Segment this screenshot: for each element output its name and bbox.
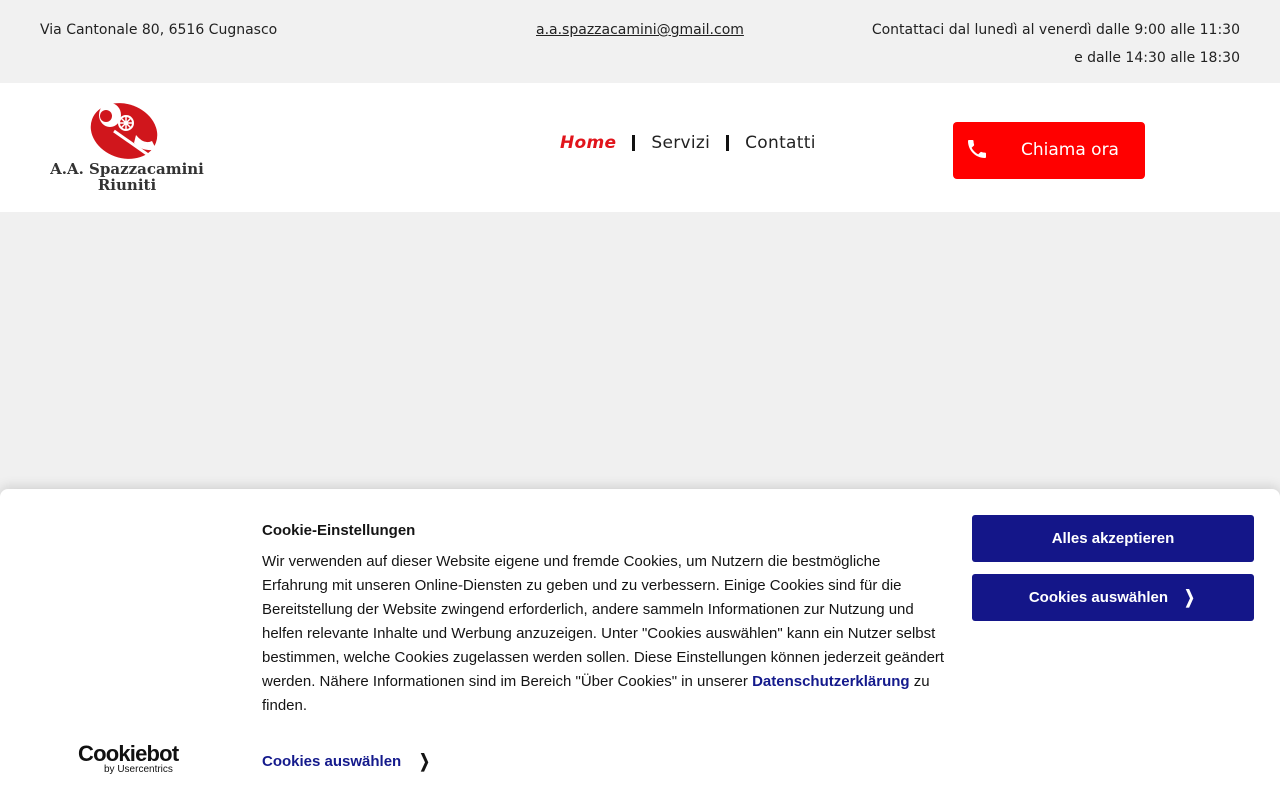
call-now-label: Chiama ora [1021, 140, 1119, 160]
cookie-consent-banner [0, 489, 1280, 800]
logo-text [44, 161, 210, 193]
cookiebot-byline: by Usercentrics [104, 764, 173, 775]
nav-separator [632, 135, 635, 151]
logo-line-2: Riuniti [97, 176, 157, 194]
accept-all-label: Alles akzeptieren [1051, 530, 1175, 547]
cookie-body-main: Wir verwenden auf dieser Website eigene und fremde Cookies, um Nutzern die bestmögliche Erfahrung mit unseren Online-Diensten zu geben und zu verbessern. Einige Cookies sind für die Bereitstellung der Website zwingend erforderlich, andere sammeln Informationen zur Nutzung und helfen relevante Inhalte und Werbung anzuzeigen. Unter "Cookies auswählen" kann ein Nutzer selbst bestimmen, welche Cookies zugelassen werden sollen. Diese Einstellungen können jederzeit geändert werden. Nähere Informationen sind im Bereich "Über Cookies" in unserer [262, 553, 945, 690]
nav-item-home[interactable]: Home [560, 133, 617, 153]
logo-line-1: A.A. Spazzacamini [50, 160, 204, 178]
cookie-title: Cookie-Einstellungen [262, 522, 416, 539]
select-cookies-link-label: Cookies auswählen [262, 753, 402, 770]
opening-hours-text: Contattaci dal lunedì al venerdì dalle 9:00 alle 11:30 e dalle 14:30 alle 18:30 [871, 22, 1240, 66]
cookiebot-logo[interactable] [78, 743, 188, 779]
address-text: Via Cantonale 80, 6516 Cugnasco [40, 22, 278, 38]
chimney-sweep-logo-icon [44, 101, 210, 163]
cookie-body-text [262, 550, 947, 718]
site-header [0, 83, 1280, 212]
cookie-body-suffix: zu finden. [262, 673, 930, 714]
email-link[interactable]: a.a.spazzacamini@gmail.com [536, 22, 744, 38]
chevron-right-icon: ❯ [1184, 587, 1195, 607]
nav-item-contatti[interactable]: Contatti [745, 133, 816, 153]
privacy-policy-link[interactable]: Datenschutzerklärung [752, 673, 910, 690]
nav-separator [726, 135, 729, 151]
select-cookies-link[interactable] [262, 751, 432, 772]
select-cookies-button[interactable] [972, 574, 1254, 621]
call-now-button[interactable] [953, 122, 1145, 179]
site-logo[interactable] [44, 101, 210, 201]
phone-icon [965, 137, 989, 161]
select-cookies-label: Cookies auswählen [1028, 589, 1169, 606]
top-info-bar [0, 0, 1280, 83]
main-nav [560, 133, 816, 153]
cookiebot-wordmark: Cookiebot [78, 741, 179, 766]
nav-item-servizi[interactable]: Servizi [651, 133, 711, 153]
chevron-right-icon: ❯ [419, 751, 431, 771]
accept-all-button[interactable] [972, 515, 1254, 562]
